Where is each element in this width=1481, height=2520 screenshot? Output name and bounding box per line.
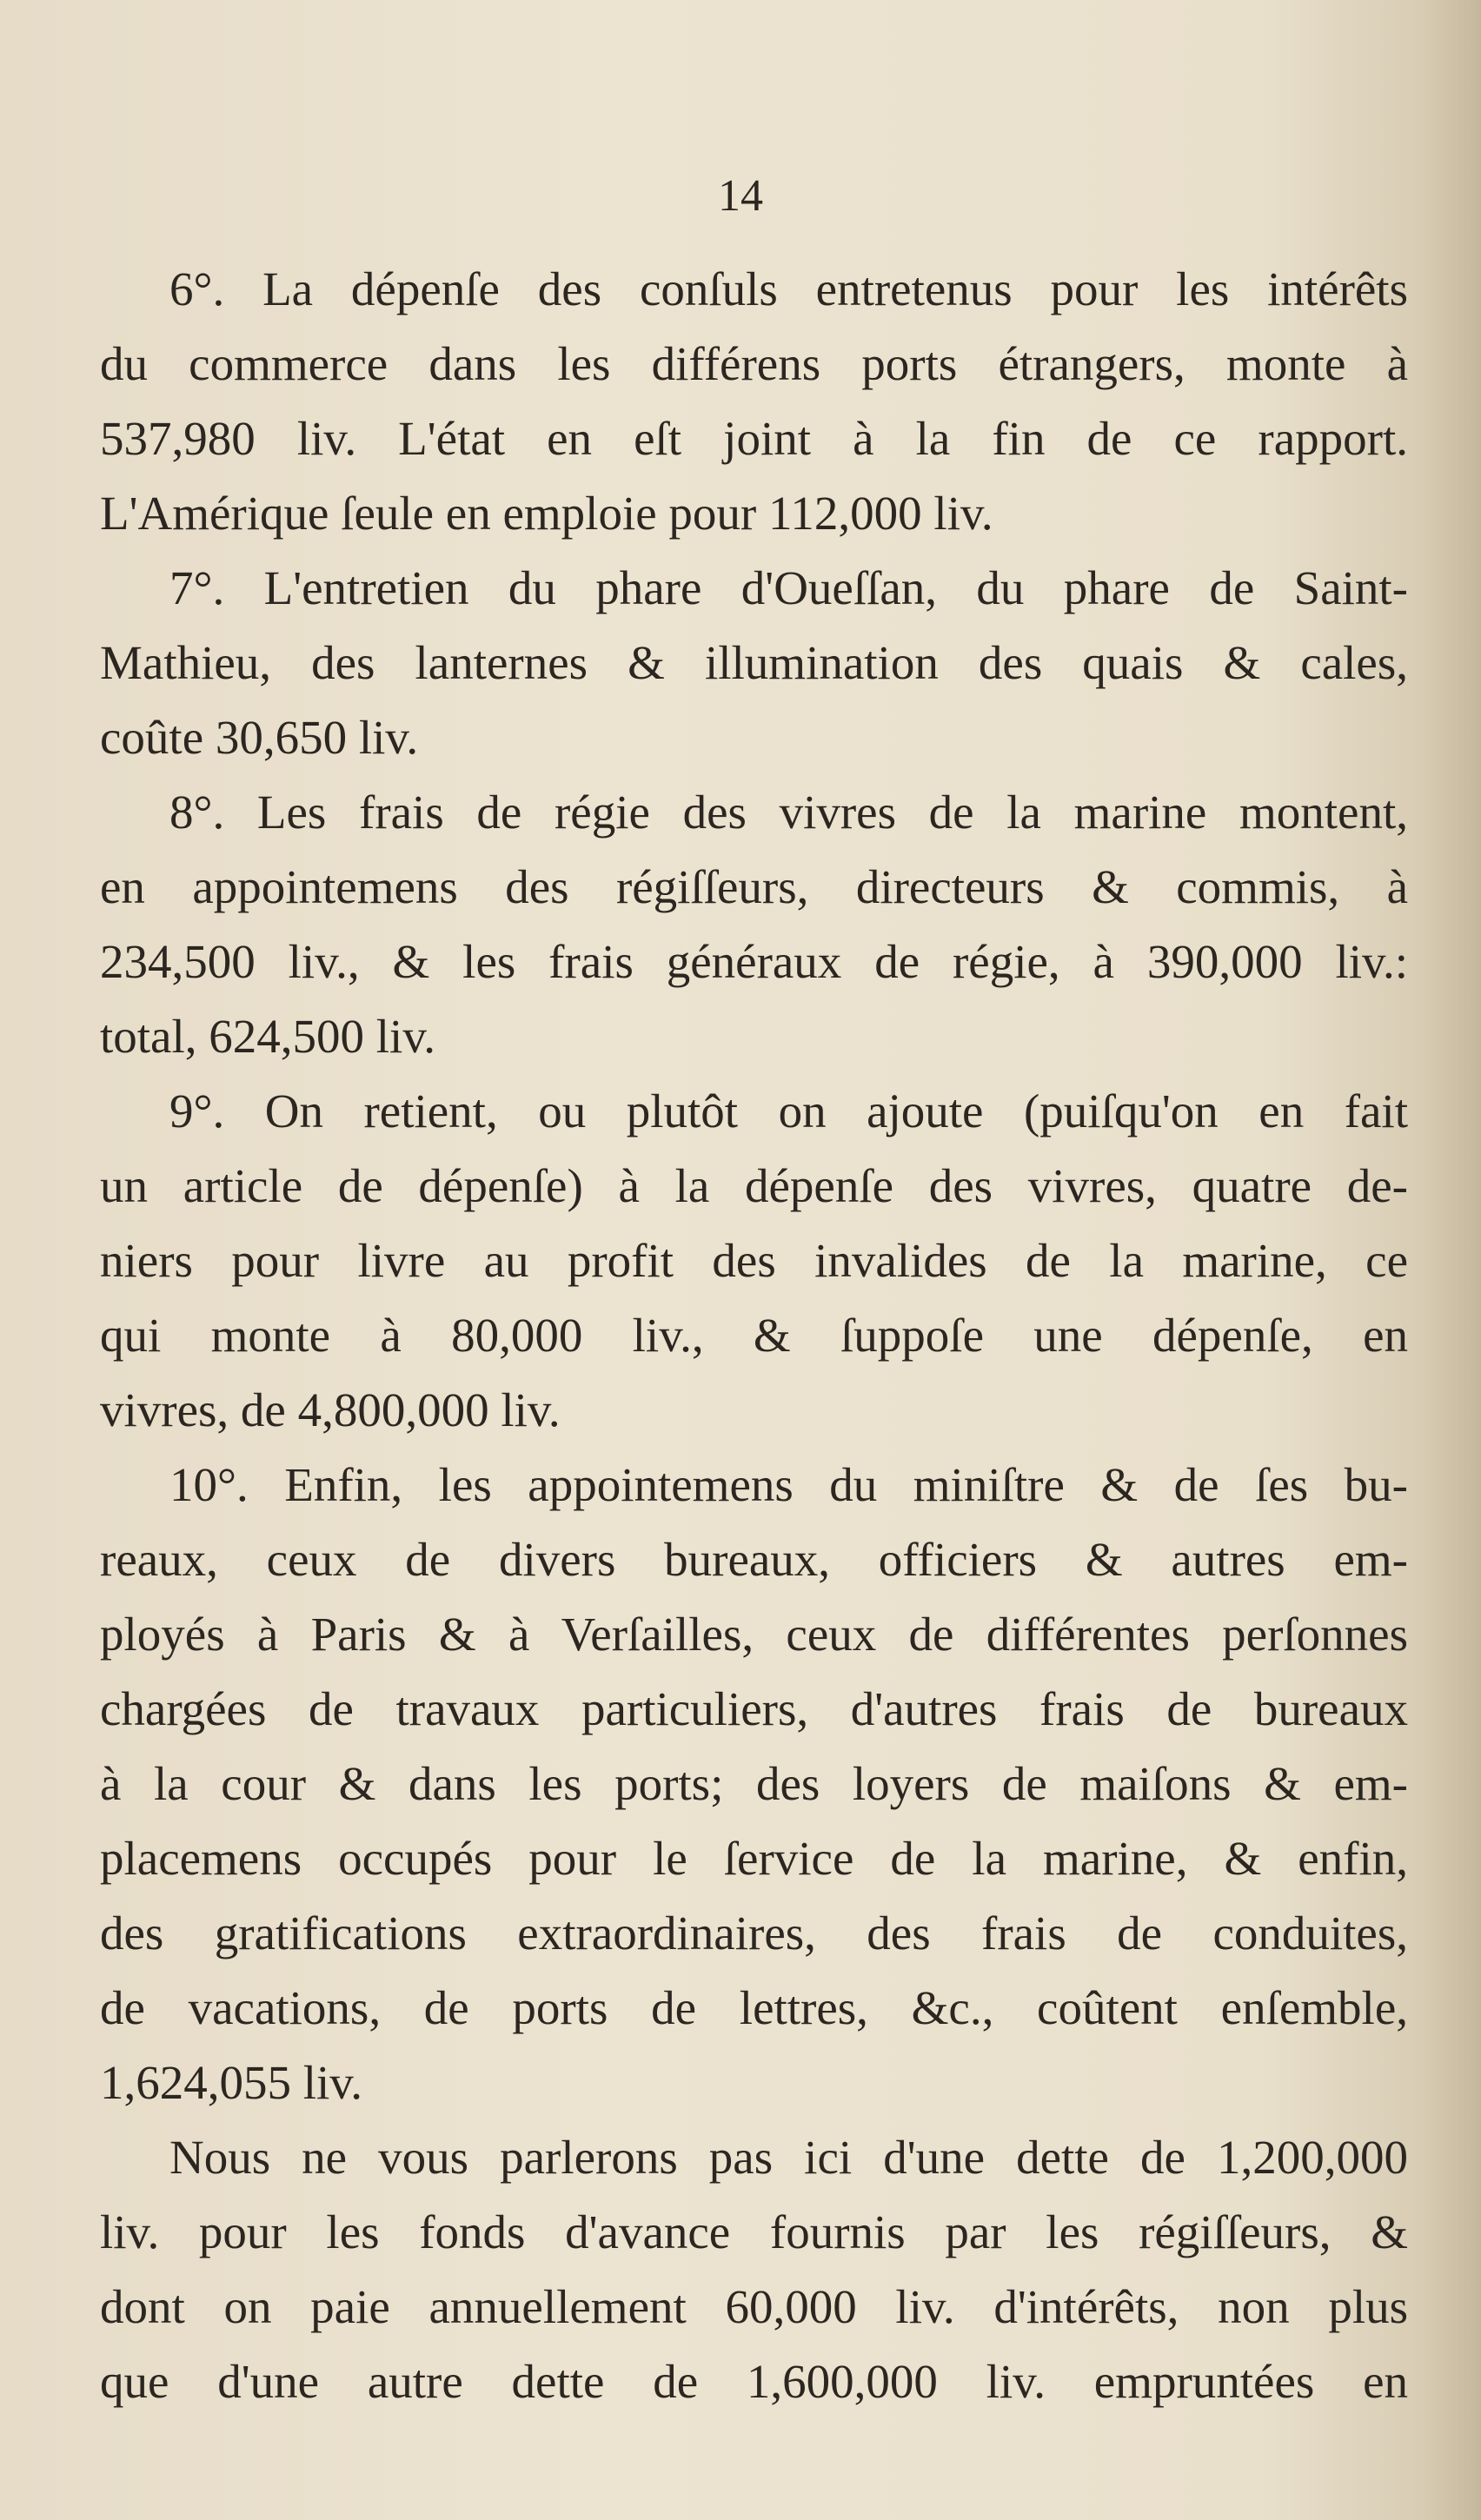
text-line: 7°. L'entretien du phare d'Oueſſan, du phare de Saint- <box>169 561 1408 614</box>
body-text <box>100 252 1408 2419</box>
text-line: 8°. Les frais de régie des vivres de la marine montent, <box>169 786 1408 839</box>
text-line: coûte 30,650 liv. <box>100 711 419 764</box>
text-line: placemens occupés pour le ſervice de la marine, & enfin, <box>100 1832 1408 1885</box>
text-line: Mathieu, des lanternes & illumination des quais & cales, <box>100 636 1408 689</box>
text-line: 537,980 liv. L'état en eſt joint à la fin de ce rapport. <box>100 412 1408 465</box>
text-line: 234,500 liv., & les frais généraux de régie, à 390,000 liv.: <box>100 935 1408 988</box>
text-line: des gratifications extraordinaires, des frais de conduites, <box>100 1907 1408 1960</box>
text-line: chargées de travaux particuliers, d'autres frais de bureaux <box>100 1682 1408 1735</box>
text-line: de vacations, de ports de lettres, &c., coûtent enſemble, <box>100 1981 1408 2034</box>
text-line: en appointemens des régiſſeurs, directeurs & commis, à <box>100 860 1408 913</box>
text-line: que d'une autre dette de 1,600,000 liv. empruntées en <box>100 2355 1408 2408</box>
text-line: un article de dépenſe) à la dépenſe des vivres, quatre de- <box>100 1159 1408 1212</box>
text-line: reaux, ceux de divers bureaux, officiers & autres em- <box>100 1533 1408 1586</box>
text-line: liv. pour les fonds d'avance fournis par les régiſſeurs, & <box>100 2205 1408 2258</box>
page-number: 14 <box>718 171 763 221</box>
text-line: total, 624,500 liv. <box>100 1010 435 1063</box>
text-line: vivres, de 4,800,000 liv. <box>100 1383 561 1436</box>
text-line: ployés à Paris & à Verſailles, ceux de différentes perſonnes <box>100 1608 1408 1661</box>
text-line: 1,624,055 liv. <box>100 2056 362 2109</box>
text-line: L'Amérique ſeule en emploie pour 112,000 liv. <box>100 487 993 540</box>
text-line: qui monte à 80,000 liv., & ſuppoſe une dépenſe, en <box>100 1309 1408 1362</box>
text-line: Nous ne vous parlerons pas ici d'une dette de 1,200,000 <box>169 2131 1408 2184</box>
text-line: du commerce dans les différens ports étrangers, monte à <box>100 337 1408 390</box>
text-line: dont on paie annuellement 60,000 liv. d'intérêts, non plus <box>100 2280 1408 2333</box>
text-line: niers pour livre au profit des invalides de la marine, ce <box>100 1234 1408 1287</box>
text-line: 9°. On retient, ou plutôt on ajoute (puiſqu'on en fait <box>169 1084 1408 1137</box>
text-line: à la cour & dans les ports; des loyers de maiſons & em- <box>100 1757 1408 1810</box>
text-line: 6°. La dépenſe des conſuls entretenus pour les intérêts <box>169 262 1408 315</box>
text-line: 10°. Enfin, les appointemens du miniſtre & de ſes bu- <box>169 1458 1408 1511</box>
